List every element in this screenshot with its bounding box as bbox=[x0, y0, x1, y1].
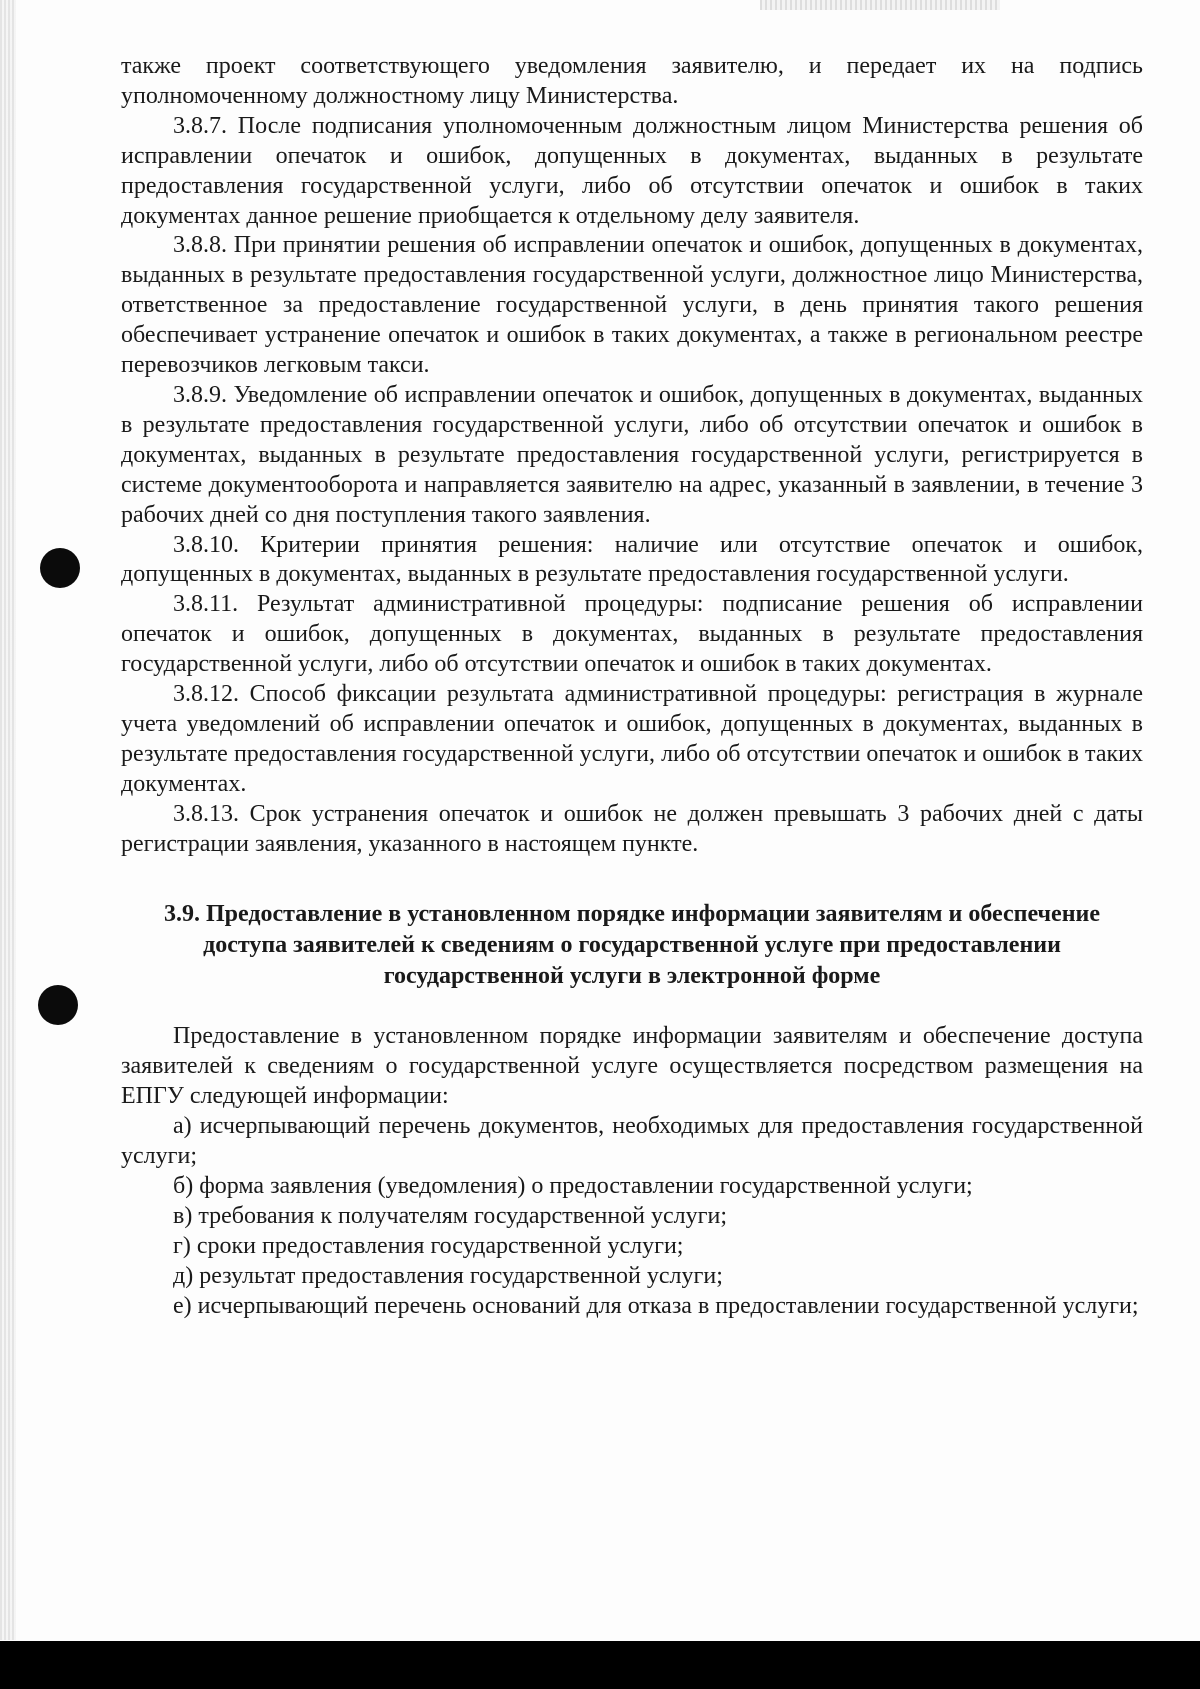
paragraph-3-8-7: 3.8.7. После подписания уполномоченным должностным лицом Министерства решения об исправлении опечаток и ошибок, допущенных в документах, выданных в результате предоставления государственной услуги, либо об отсутствии опечаток и ошибок в таких документах данное решение приобщается к отдельному делу заявителя. bbox=[121, 112, 1143, 229]
scan-bottom-bar bbox=[0, 1641, 1200, 1689]
list-item-g: г) сроки предоставления государственной услуги; bbox=[173, 1232, 684, 1259]
paragraph-3-8-8: 3.8.8. При принятии решения об исправлении опечаток и ошибок, допущенных в документах, выданных в результате предоставления государственной услуги, должностное лицо Министерства, ответственное за предоставление государственной услуги, в день принятия такого решения обеспечивает устранение опечаток и ошибок в таких документах, а также в региональном реестре перевозчиков легковым такси. bbox=[121, 232, 1143, 379]
list-item-v: в) требования к получателям государственной услуги; bbox=[173, 1202, 728, 1229]
paragraph-3-8-10: 3.8.10. Критерии принятия решения: наличие или отсутствие опечаток и ошибок, допущенных в документах, выданных в результате предоставления государственной услуги. bbox=[121, 531, 1143, 588]
list-item-d: д) результат предоставления государственной услуги; bbox=[173, 1262, 723, 1289]
scan-edge-artifact bbox=[0, 0, 16, 1640]
list-item-a: а) исчерпывающий перечень документов, необходимых для предоставления государственной услуги; bbox=[121, 1113, 1143, 1170]
paragraph-intro: Предоставление в установленном порядке информации заявителям и обеспечение доступа заявителей к сведениям о государственной услуге осуществляется посредством размещения на ЕПГУ следующей информации: bbox=[121, 1023, 1143, 1110]
punch-hole bbox=[38, 985, 78, 1025]
paragraph-3-8-11: 3.8.11. Результат административной процедуры: подписание решения об исправлении опечаток и ошибок, допущенных в документах, выданных в результате предоставления государственной услуги, либо об отсутствии опечаток и ошибок в таких документах. bbox=[121, 591, 1143, 678]
punch-hole bbox=[40, 548, 80, 588]
paragraph-3-8-13: 3.8.13. Срок устранения опечаток и ошибок не должен превышать 3 рабочих дней с даты регистрации заявления, указанного в настоящем пункте. bbox=[121, 800, 1143, 857]
list-item-b: б) форма заявления (уведомления) о предоставлении государственной услуги; bbox=[173, 1173, 973, 1199]
list-item-e: е) исчерпывающий перечень оснований для отказа в предоставлении государственной услуги; bbox=[173, 1292, 1139, 1319]
scan-edge-artifact bbox=[760, 0, 1000, 10]
paragraph-3-8-12: 3.8.12. Способ фиксации результата административной процедуры: регистрация в журнале учета уведомлений об исправлении опечаток и ошибок, допущенных в документах, выданных в результате предоставления государственной услуги, либо об отсутствии опечаток и ошибок в таких документах. bbox=[121, 681, 1143, 797]
paragraph-3-8-9: 3.8.9. Уведомление об исправлении опечаток и ошибок, допущенных в документах, выданных в результате предоставления государственной услуги, либо об отсутствии опечаток и ошибок в документах, выданных в результате предоставления государственной услуги, регистрируется в системе документооборота и направляется заявителю на адрес, указанный в заявлении, в течение 3 рабочих дней со дня поступления такого заявления. bbox=[121, 381, 1143, 528]
document-body bbox=[121, 52, 1143, 1322]
section-heading-3-9: 3.9. Предоставление в установленном порядке информации заявителям и обеспечение доступа заявителей к сведениям о государственной услуге при предоставлении государственной услуги в электронной форме bbox=[163, 901, 1101, 990]
paragraph: также проект соответствующего уведомления заявителю, и передает их на подпись уполномоченному должностному лицу Министерства. bbox=[121, 53, 1143, 109]
